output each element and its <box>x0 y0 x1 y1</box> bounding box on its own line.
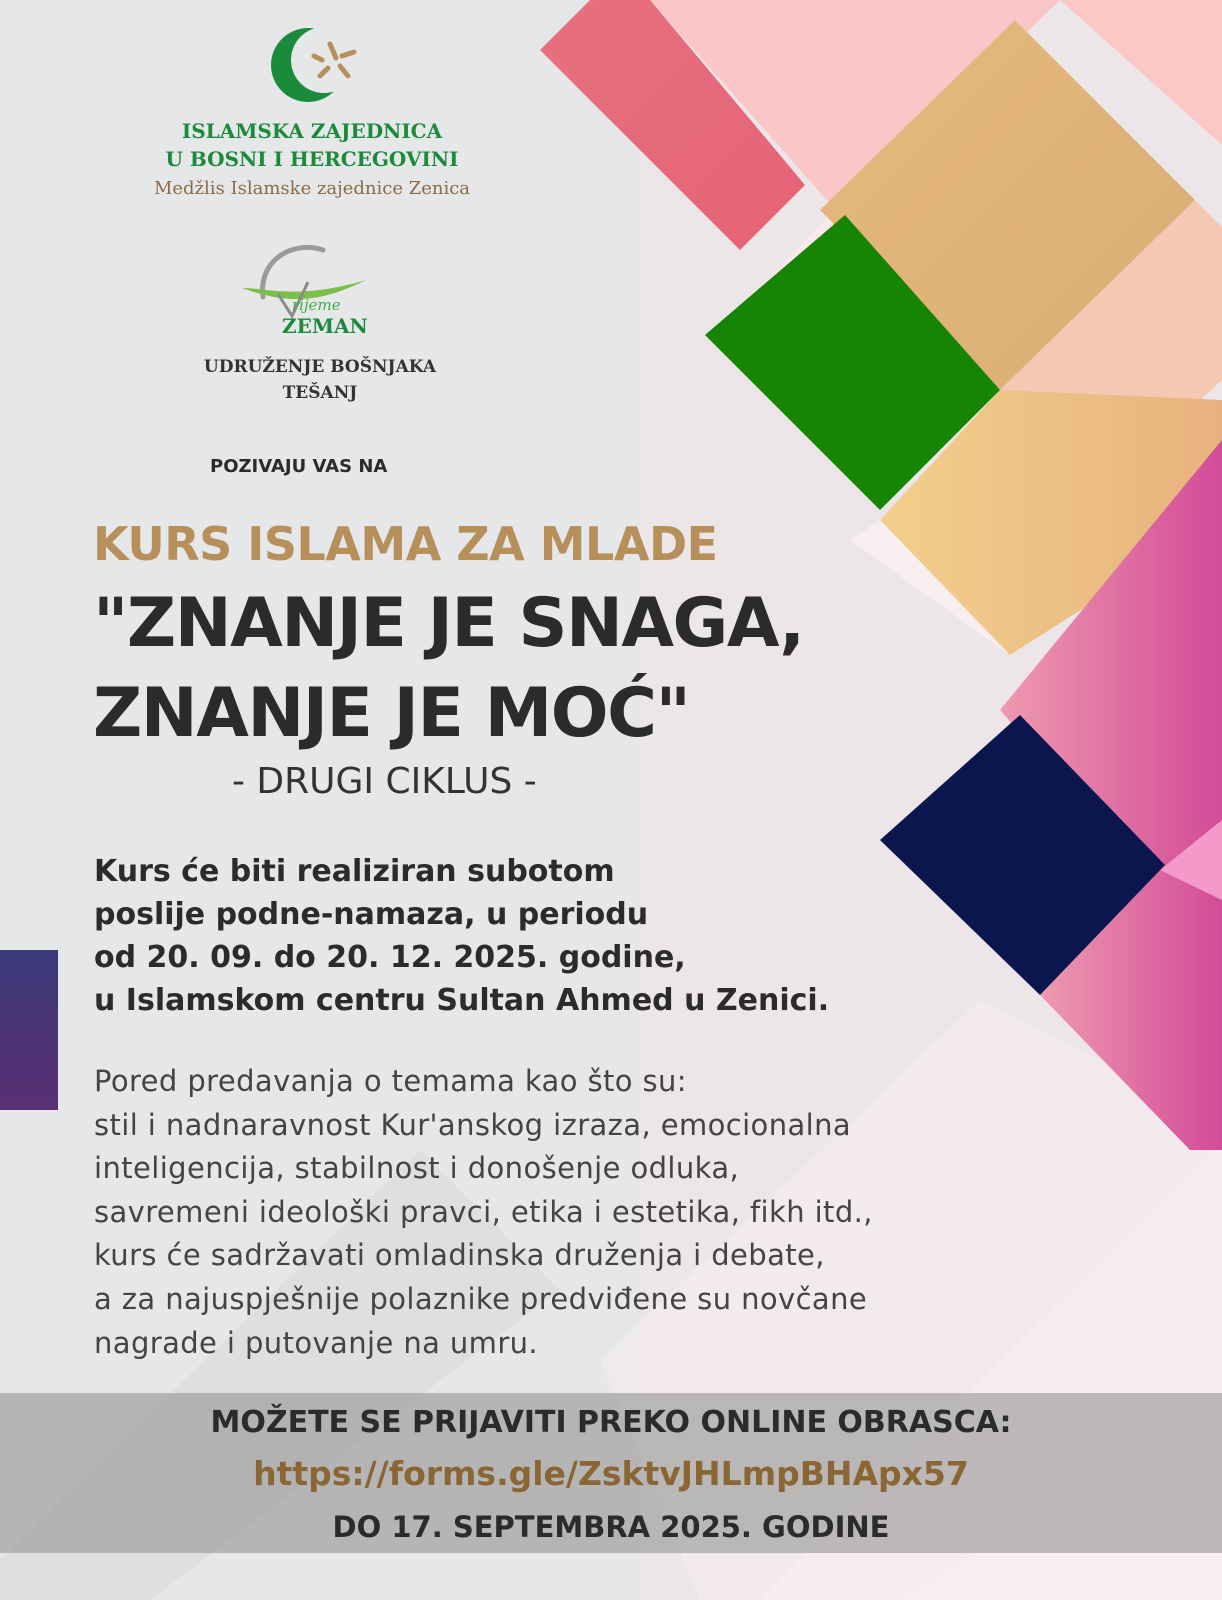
registration-title: MOŽETE SE PRIJAVITI PREKO ONLINE OBRASCA: <box>210 1405 1012 1440</box>
registration-deadline: DO 17. SEPTEMBRA 2025. GODINE <box>332 1510 890 1544</box>
motto-line2: ZNANJE JE MOĆ" <box>93 674 690 753</box>
org1-name-line1: ISLAMSKA ZAJEDNICA <box>181 119 443 143</box>
motto-line1: "ZNANJE JE SNAGA, <box>93 584 804 663</box>
logo2-small-text: rijeme <box>292 296 341 314</box>
org2-name-line2: TEŠANJ <box>282 383 358 403</box>
org1-subtitle: Medžlis Islamske zajednice Zenica <box>153 178 471 199</box>
left-accent-bar <box>0 950 58 1110</box>
course-topics: Pored predavanja o temama kao što su: stil i nadnaravnost Kur'anskog izraza, emocionalna inteligencija, stabilnost i donošenje odluka, savremeni ideološki pravci, etika i estetika, fikh itd., kurs će sadržavati omladinska druženja i debate, a za najuspješnije polaznike predviđene su novčane nagrade i putovanje na umru. <box>94 1064 873 1360</box>
org2-name-line1: UDRUŽENJE BOŠNJAKA <box>203 357 437 377</box>
course-title: KURS ISLAMA ZA MLADE <box>93 517 718 571</box>
registration-link[interactable]: https://forms.gle/ZsktvJHLmpBHApx57 <box>253 1454 969 1493</box>
crescent-star-icon <box>270 22 370 108</box>
invitation-text: POZIVAJU VAS NA <box>210 456 388 477</box>
course-details: Kurs će biti realiziran subotom poslije podne-namaza, u periodu od 20. 09. do 20. 12. 2025. godine, u Islamskom centru Sultan Ahmed u Zenici. <box>94 854 830 1018</box>
org1-name-line2: U BOSNI I HERCEGOVINI <box>165 147 459 171</box>
cycle-label: - DRUGI CIKLUS - <box>232 761 537 802</box>
logo2-big-text: ZEMAN <box>282 314 368 338</box>
